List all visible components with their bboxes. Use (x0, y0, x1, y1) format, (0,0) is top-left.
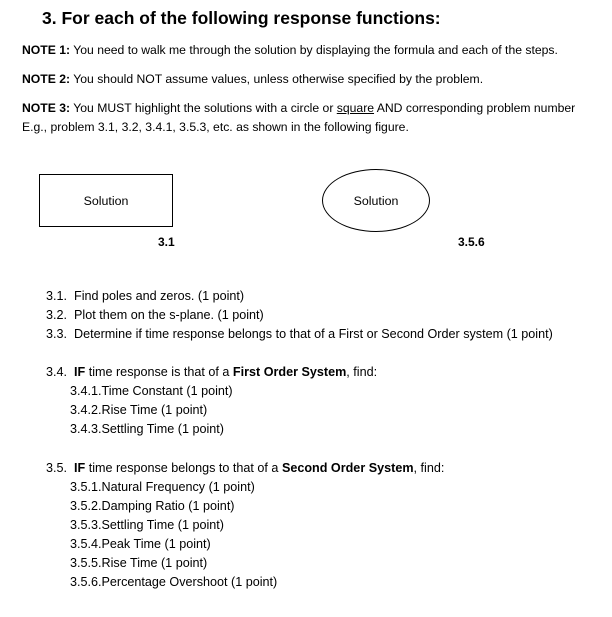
sub-item: 3.4.2.Rise Time (1 point) (70, 403, 208, 417)
group-heading-second-order (46, 459, 444, 478)
list-item (46, 306, 264, 325)
group-heading-first-order (46, 363, 377, 382)
item-number: 3.3. (46, 327, 68, 341)
sub-item: 3.5.5.Rise Time (1 point) (70, 556, 208, 570)
square-label: 3.1 (158, 235, 175, 249)
section-title: 3. For each of the following response functions: (42, 8, 441, 28)
heading-text: time response belongs to that of a (85, 461, 282, 475)
circle-label: 3.5.6 (458, 235, 485, 249)
heading-text: time response is that of a (85, 365, 233, 379)
note-3-line2: E.g., problem 3.1, 3.2, 3.4.1, 3.5.3, etc. as shown in the following figure. (22, 120, 409, 134)
solution-square-text: Solution (83, 193, 129, 208)
note-3-underlined: square (336, 101, 375, 115)
sub-item: 3.4.1.Time Constant (1 point) (70, 384, 233, 398)
note-2 (22, 70, 483, 89)
item-number: 3.2. (46, 308, 68, 322)
note-3-label: NOTE 3: (22, 101, 71, 115)
sub-item: 3.5.4.Peak Time (1 point) (70, 537, 211, 551)
item-text: Find poles and zeros. (1 point) (74, 289, 245, 303)
sub-item: 3.4.3.Settling Time (1 point) (70, 422, 225, 436)
note-3-text-a: You MUST highlight the solutions with a circle or (70, 101, 337, 115)
heading-suffix: , find: (413, 461, 445, 475)
note-3-text-b: AND corresponding problem number (374, 101, 576, 115)
if-keyword: IF (74, 365, 86, 379)
if-keyword: IF (74, 461, 86, 475)
sub-item: 3.5.2.Damping Ratio (1 point) (70, 499, 235, 513)
note-1-label: NOTE 1: (22, 43, 71, 57)
item-text: Determine if time response belongs to that of a First or Second Order system (1 point) (74, 327, 553, 341)
heading-suffix: , find: (346, 365, 378, 379)
list-item (46, 287, 244, 306)
heading-bold: Second Order System (281, 461, 414, 475)
sub-item: 3.5.6.Percentage Overshoot (1 point) (70, 575, 278, 589)
item-number: 3.1. (46, 289, 68, 303)
solution-circle-text: Solution (353, 193, 399, 208)
note-2-text: You should NOT assume values, unless otherwise specified by the problem. (70, 72, 484, 86)
item-number: 3.4. (46, 365, 68, 379)
sub-item: 3.5.1.Natural Frequency (1 point) (70, 480, 255, 494)
note-1 (22, 41, 558, 60)
note-1-text: You need to walk me through the solution by displaying the formula and each of the steps. (70, 43, 558, 57)
note-2-label: NOTE 2: (22, 72, 71, 86)
heading-bold: First Order System (232, 365, 347, 379)
sub-item: 3.5.3.Settling Time (1 point) (70, 518, 225, 532)
list-item (46, 325, 553, 344)
solution-square (39, 174, 173, 227)
item-text: Plot them on the s-plane. (1 point) (74, 308, 264, 322)
note-3 (22, 99, 575, 118)
item-number: 3.5. (46, 461, 68, 475)
solution-circle (322, 169, 430, 232)
